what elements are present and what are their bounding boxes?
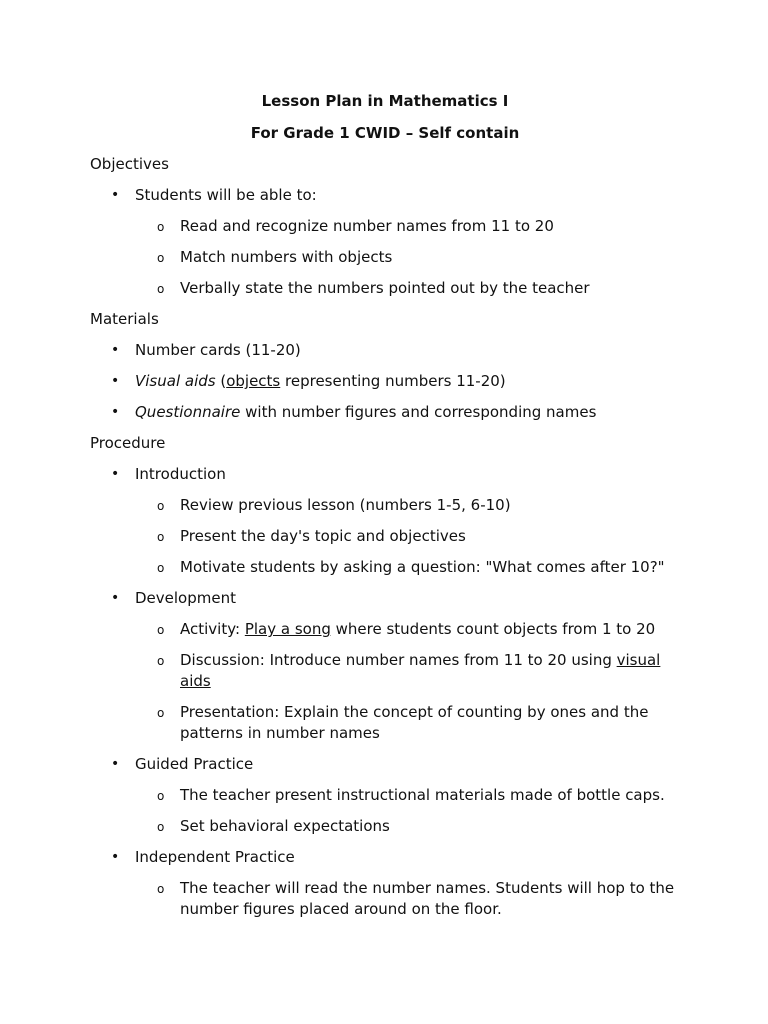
list-item: [90, 340, 680, 361]
document-subtitle: For Grade 1 CWID – Self contain: [250, 124, 520, 142]
list-item: [135, 278, 680, 299]
objective-text: Match numbers with objects: [180, 248, 393, 266]
step-text: The teacher present instructional materials made of bottle caps.: [180, 786, 665, 804]
independent-practice-label: Independent Practice: [135, 848, 295, 866]
list-item: [90, 588, 680, 744]
list-item: [135, 650, 680, 692]
circle-bullet-icon: o: [157, 623, 165, 637]
materials-heading: Materials: [90, 310, 159, 328]
material-text: with number figures and corresponding names: [240, 403, 597, 421]
objectives-list: [90, 185, 680, 299]
play-a-song-link[interactable]: Play a song: [244, 620, 331, 638]
introduction-sublist: [135, 495, 680, 578]
circle-bullet-icon: o: [157, 882, 165, 896]
bullet-icon: •: [111, 187, 120, 203]
circle-bullet-icon: o: [157, 282, 165, 296]
procedure-heading: Procedure: [90, 434, 166, 452]
list-item: [135, 785, 680, 806]
list-item: [90, 847, 680, 920]
step-text: where students count objects from 1 to 20: [330, 620, 656, 638]
list-item: [90, 371, 680, 392]
step-text: Present the day's topic and objectives: [180, 527, 466, 545]
list-item: [90, 185, 680, 299]
list-item: [135, 216, 680, 237]
step-text: Discussion: Introduce number names from 11 to 20 using: [180, 651, 617, 669]
step-text: Set behavioral expectations: [180, 817, 390, 835]
list-item: [135, 816, 680, 837]
step-text: Presentation: Explain the concept of counting by ones and the patterns in number names: [180, 703, 649, 742]
material-text: Number cards (11-20): [135, 341, 301, 359]
list-item: [90, 754, 680, 837]
list-item: [135, 557, 680, 578]
step-text: Review previous lesson (numbers 1-5, 6-10): [180, 496, 511, 514]
material-text: (: [215, 372, 227, 390]
document-page: [90, 90, 680, 930]
list-item: [135, 526, 680, 547]
materials-list: [90, 340, 680, 423]
bullet-icon: •: [111, 756, 120, 772]
objectives-intro: Students will be able to:: [135, 186, 317, 204]
bullet-icon: •: [111, 849, 120, 865]
step-text: The teacher will read the number names. Students will hop to the number figures placed around on the floor.: [180, 879, 675, 918]
circle-bullet-icon: o: [157, 789, 165, 803]
step-text: Activity:: [180, 620, 245, 638]
list-item: [135, 702, 680, 744]
circle-bullet-icon: o: [157, 654, 165, 668]
list-item: [90, 402, 680, 423]
material-text: representing numbers 11-20): [280, 372, 506, 390]
bullet-icon: •: [111, 342, 120, 358]
objective-text: Read and recognize number names from 11 to 20: [180, 217, 554, 235]
bullet-icon: •: [111, 404, 120, 420]
introduction-label: Introduction: [135, 465, 226, 483]
circle-bullet-icon: o: [157, 220, 165, 234]
circle-bullet-icon: o: [157, 561, 165, 575]
bullet-icon: •: [111, 590, 120, 606]
objects-link[interactable]: objects: [226, 372, 281, 390]
material-emphasis: Questionnaire: [135, 403, 241, 421]
circle-bullet-icon: o: [157, 706, 165, 720]
procedure-list: [90, 464, 680, 920]
step-text: Motivate students by asking a question: "What comes after 10?": [180, 558, 665, 576]
circle-bullet-icon: o: [157, 820, 165, 834]
list-item: [135, 247, 680, 268]
objectives-sublist: [135, 216, 680, 299]
guided-practice-sublist: [135, 785, 680, 837]
material-emphasis: Visual aids: [135, 372, 216, 390]
list-item: [90, 464, 680, 578]
guided-practice-label: Guided Practice: [135, 755, 254, 773]
list-item: [135, 619, 680, 640]
circle-bullet-icon: o: [157, 499, 165, 513]
bullet-icon: •: [111, 373, 120, 389]
document-title: Lesson Plan in Mathematics I: [261, 92, 509, 110]
list-item: [135, 495, 680, 516]
objective-text: Verbally state the numbers pointed out by the teacher: [180, 279, 590, 297]
development-sublist: [135, 619, 680, 744]
circle-bullet-icon: o: [157, 530, 165, 544]
independent-practice-sublist: [135, 878, 680, 920]
objectives-heading: Objectives: [90, 155, 169, 173]
visual-aids-link[interactable]: visual aids: [180, 651, 661, 690]
development-label: Development: [135, 589, 236, 607]
bullet-icon: •: [111, 466, 120, 482]
list-item: [135, 878, 680, 920]
circle-bullet-icon: o: [157, 251, 165, 265]
